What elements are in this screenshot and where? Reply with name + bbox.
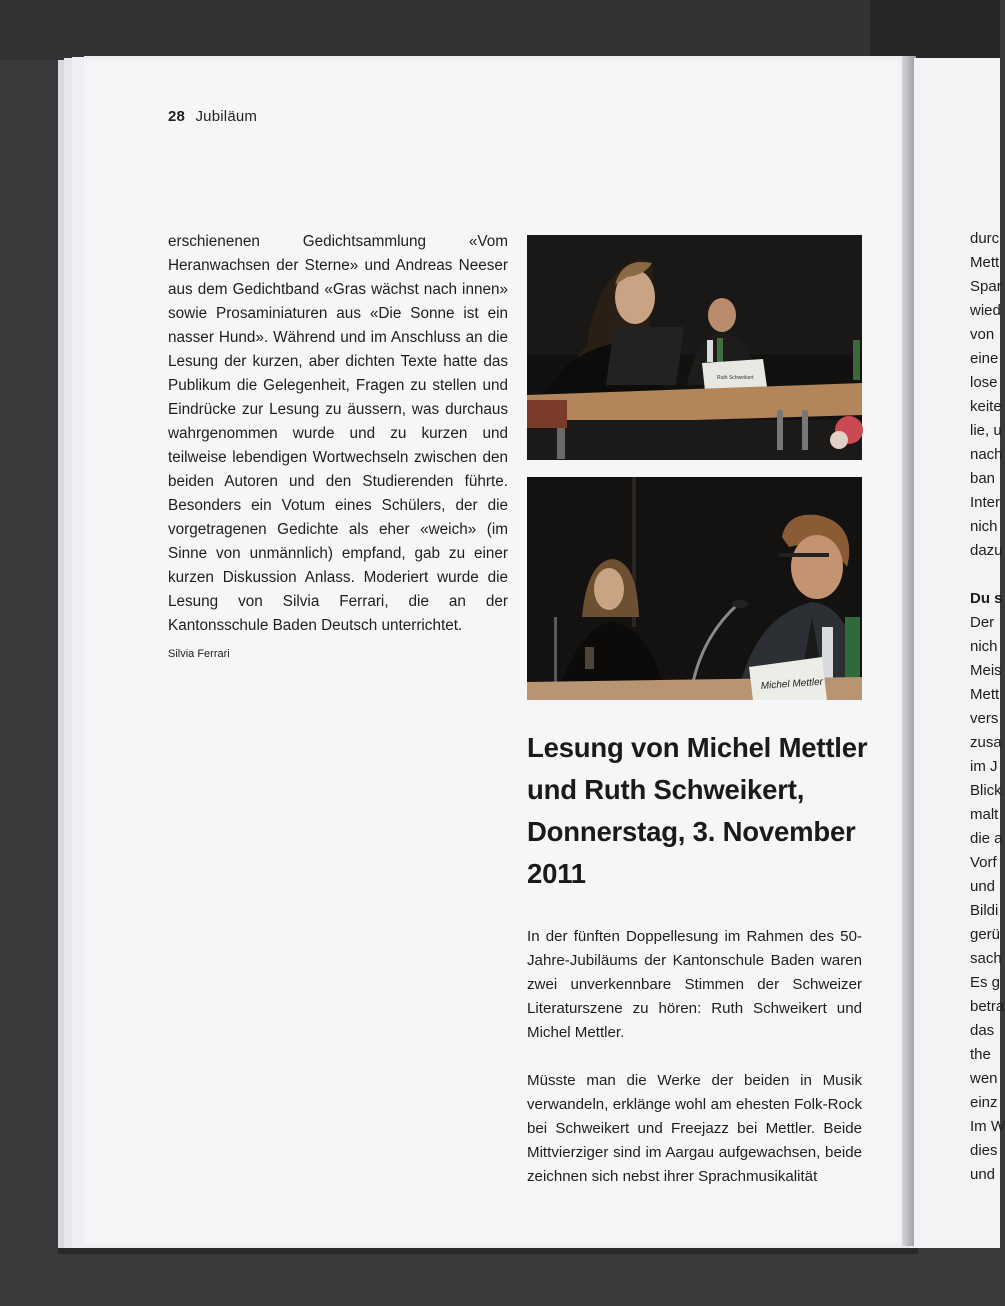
next-page-fragment: Meis: [970, 662, 1002, 679]
section-title: Jubiläum: [195, 108, 258, 125]
next-page-fragment: Mett: [970, 686, 1000, 703]
next-page-fragment: wied: [970, 302, 1001, 319]
article-title: Lesung von Michel Mettler und Ruth Schweikert, Donnerstag, 3. November 2011: [527, 732, 868, 889]
next-page-fragment: nich: [970, 638, 998, 655]
next-page-fragment: gerü: [970, 926, 1001, 943]
next-page-fragment: sach: [970, 950, 1002, 967]
next-page-fragment: vers: [970, 710, 999, 727]
next-page-fragment: lose: [970, 374, 998, 391]
next-page-fragment: ban: [970, 470, 996, 487]
next-page-fragment: von: [970, 326, 995, 343]
next-page-fragment: Mett: [970, 254, 1000, 271]
next-page-fragment: die a: [970, 830, 1003, 847]
next-page-fragment: betra: [970, 998, 1005, 1015]
next-page-fragment: wen: [970, 1070, 998, 1087]
photo-reading-ruth-schweikert: [527, 235, 862, 459]
page-number: 28: [168, 108, 186, 125]
next-page-fragment: und: [970, 878, 996, 895]
next-page-fragment: und: [970, 1166, 996, 1183]
next-page-fragment: lie, u: [970, 422, 1002, 439]
next-page-fragment: Blick: [970, 782, 1002, 799]
page-bottom-shadow: [58, 1248, 918, 1254]
next-page-fragment: dazu: [970, 542, 1003, 559]
next-page-fragment: im J: [970, 758, 998, 775]
next-page-fragment: Der: [970, 614, 995, 631]
name-card-text: Ruth Schweikert: [717, 375, 754, 381]
next-page-fragment: the: [970, 1046, 991, 1063]
next-page-fragment: nich: [970, 518, 998, 535]
next-page-fragment: dies: [970, 1142, 998, 1159]
next-page-fragment: das: [970, 1022, 995, 1039]
left-text-column: [168, 230, 508, 666]
next-page-fragment: zusa: [970, 734, 1002, 751]
next-page-fragment: Vorf: [970, 854, 997, 871]
next-page-fragment: Bildi: [970, 902, 999, 919]
next-page-fragment: einz: [970, 1094, 998, 1111]
next-page-fragment: Du s: [970, 590, 1003, 607]
left-body-text: erschienenen Gedichtsammlung «Vom Heranwachsen der Sterne» und Andreas Neeser aus dem Gedichtband «Gras wächst nach innen» sowie Prosaminiaturen aus «Die Sonne ist ein nasser Hund». Während und im Anschluss an die Lesung der kurzen, aber dichten Texte hatte das Publikum die Gelegenheit, Fragen zu stellen und Eindrücke zur Lesung zu äussern, was durchaus wahrgenommen wurde und zu kurzen und teilweise lebendigen Wortwechseln zwischen den beiden Autoren und den Studierenden führte. Besonders ein Votum eines Schülers, der die vorgetragenen Gedichte als eher «weich» (im Sinne von unmännlich) empfand, gab zu einer kurzen Diskussion Anlass. Moderiert wurde die Lesung von Silvia Ferrari, die an der Kantonsschule Baden Deutsch unterrichtet.: [168, 233, 508, 634]
next-page-fragment: Im W: [970, 1118, 1005, 1135]
next-page-fragment: Spar: [970, 278, 1002, 295]
next-page-fragment: malt: [970, 806, 999, 823]
next-page-fragment: Es g: [970, 974, 1001, 991]
author-signature: Silvia Ferrari: [168, 648, 230, 660]
photo-reading-michel-mettler: [527, 477, 862, 700]
next-page-fragment: keite: [970, 398, 1002, 415]
name-card-text: Michel Mettler: [760, 676, 824, 692]
running-header: [168, 108, 257, 125]
next-page-fragment: Inter: [970, 494, 1001, 511]
scan-background: [0, 0, 1000, 60]
article-body: Müsste man die Werke der beiden in Musik verwandeln, erklänge wohl am ehesten Folk-Rock bei Schweikert und Freejazz bei Mettler. Beide Mittvierziger sind im Aargau aufgewachsen, beide zeichnen sich nebst ihrer Sprachmusikalität: [527, 1072, 862, 1185]
article-lead: In der fünften Doppellesung im Rahmen des 50-Jahre-Jubiläums der Kantonschule Baden waren zwei unverkennbare Stimmen der Schweizer Literaturszene zu hören: Ruth Schweikert und Michel Mettler.: [527, 928, 862, 1041]
next-page-fragment: durc: [970, 230, 1000, 247]
next-page-fragment: eine: [970, 350, 999, 367]
scan-background-right: [870, 0, 1000, 60]
next-page-fragment: nach: [970, 446, 1003, 463]
right-text-column: [527, 925, 862, 1189]
